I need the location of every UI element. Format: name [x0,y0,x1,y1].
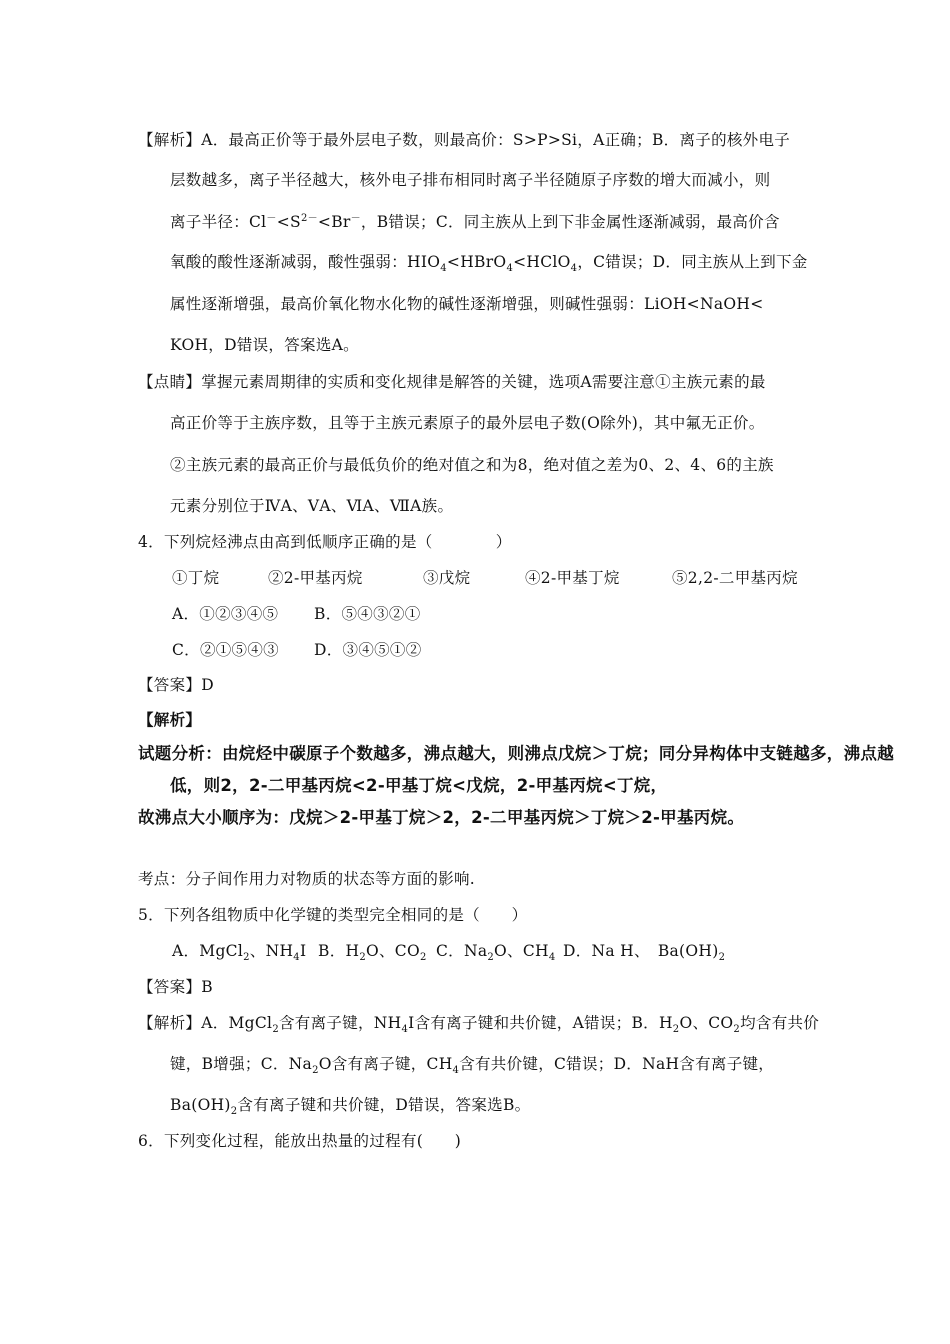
q5-option-d: D．Na H、 $Ba(OH)_2$ [563,942,726,964]
q6-stem: 6．下列变化过程，能放出热量的过程有( ) [138,1132,462,1150]
q4-stem: 4．下列烷烃沸点由高到低顺序正确的是（ ） [138,533,512,551]
q3-tip-line-2: 高正价等于主族序数，且等于主族元素原子的最外层电子数(O除外)，其中氟无正价。 [170,414,765,432]
q4-analysis-line-1: 试题分析：由烷烃中碳原子个数越多，沸点越大，则沸点戊烷＞丁烷；同分异构体中支链越多，沸点越 [138,744,894,763]
q3-analysis-line-3: 离子半径：$Cl^-<S^{2-}<Br^-$，B错误；C．同主族从上到下非金属性逐渐减弱，最高价含 [170,213,780,232]
q3-analysis-line-4: 氧酸的酸性逐渐减弱，酸性强弱：$HIO_4<HBrO_4<HClO_4$，C错误；D．同主族从上到下金 [170,253,808,275]
q5-option-a: A．MgCl$_2$、$NH_4I$ [172,942,307,964]
q4-option-b: B．⑤④③②① [314,605,421,623]
q5-analysis-line-3: $Ba(OH)_2$含有离子键和共价键，D错误，答案选B。 [170,1096,531,1118]
q4-option-c: C．②①⑤④③ [172,641,279,659]
q4-kaodian: 考点：分子间作用力对物质的状态等方面的影响. [138,870,476,888]
q3-analysis-line-1: 【解析】A．最高正价等于最外层电子数，则最高价：S>P>Si，A正确；B．离子的核外电子 [138,131,791,149]
q3-tip-line-4: 元素分别位于ⅣA、ⅤA、ⅥA、ⅦA族。 [170,497,454,515]
q4-item-5: ⑤2,2-二甲基丙烷 [672,569,798,587]
q5-answer: 【答案】B [138,978,213,996]
q5-option-c: C．$Na_2O$、$CH_4$ [436,942,556,964]
q4-analysis-line-2: 低，则2，2-二甲基丙烷<2-甲基丁烷<戊烷，2-甲基丙烷<丁烷， [170,776,668,795]
q4-option-d: D．③④⑤①② [314,641,422,659]
q4-analysis-heading: 【解析】 [138,711,202,729]
q3-analysis-line-5: 属性逐渐增强，最高价氧化物水化物的碱性逐渐增强，则碱性强弱：LiOH<NaOH< [170,295,764,313]
q5-analysis-line-1: 【解析】A．MgCl$_2$含有离子键，$NH_4I$含有离子键和共价键，A错误；B．$H_2O$、$CO_2$均含有共价 [138,1014,820,1036]
q5-stem: 5．下列各组物质中化学键的类型完全相同的是（ ） [138,906,528,924]
q4-analysis-line-3: 故沸点大小顺序为：戊烷＞2-甲基丁烷＞2，2-二甲基丙烷＞丁烷＞2-甲基丙烷。 [138,808,745,827]
q3-tip-line-3: ②主族元素的最高正价与最低负价的绝对值之和为8，绝对值之差为0、2、4、6的主族 [170,456,774,474]
q5-analysis-line-2: 键，B增强；C．$Na_2O$含有离子键，$CH_4$含有共价键，C错误；D．NaH含有离子键， [170,1055,775,1077]
q3-tip-line-1: 【点睛】掌握元素周期律的实质和变化规律是解答的关键，选项A需要注意①主族元素的最 [138,373,766,391]
q4-item-1: ①丁烷 [172,569,220,587]
q4-item-2: ②2-甲基丙烷 [268,569,363,587]
q3-analysis-line-2: 层数越多，离子半径越大，核外电子排布相同时离子半径随原子序数的增大而减小，则 [170,171,771,189]
q3-analysis-line-6: KOH，D错误，答案选A。 [170,336,359,354]
q4-item-4: ④2-甲基丁烷 [525,569,620,587]
q4-option-a: A．①②③④⑤ [172,605,279,623]
q5-option-b: B．$H_2O$、$CO_2$ [318,942,427,964]
q4-item-3: ③戊烷 [423,569,471,587]
q4-answer: 【答案】D [138,676,214,694]
